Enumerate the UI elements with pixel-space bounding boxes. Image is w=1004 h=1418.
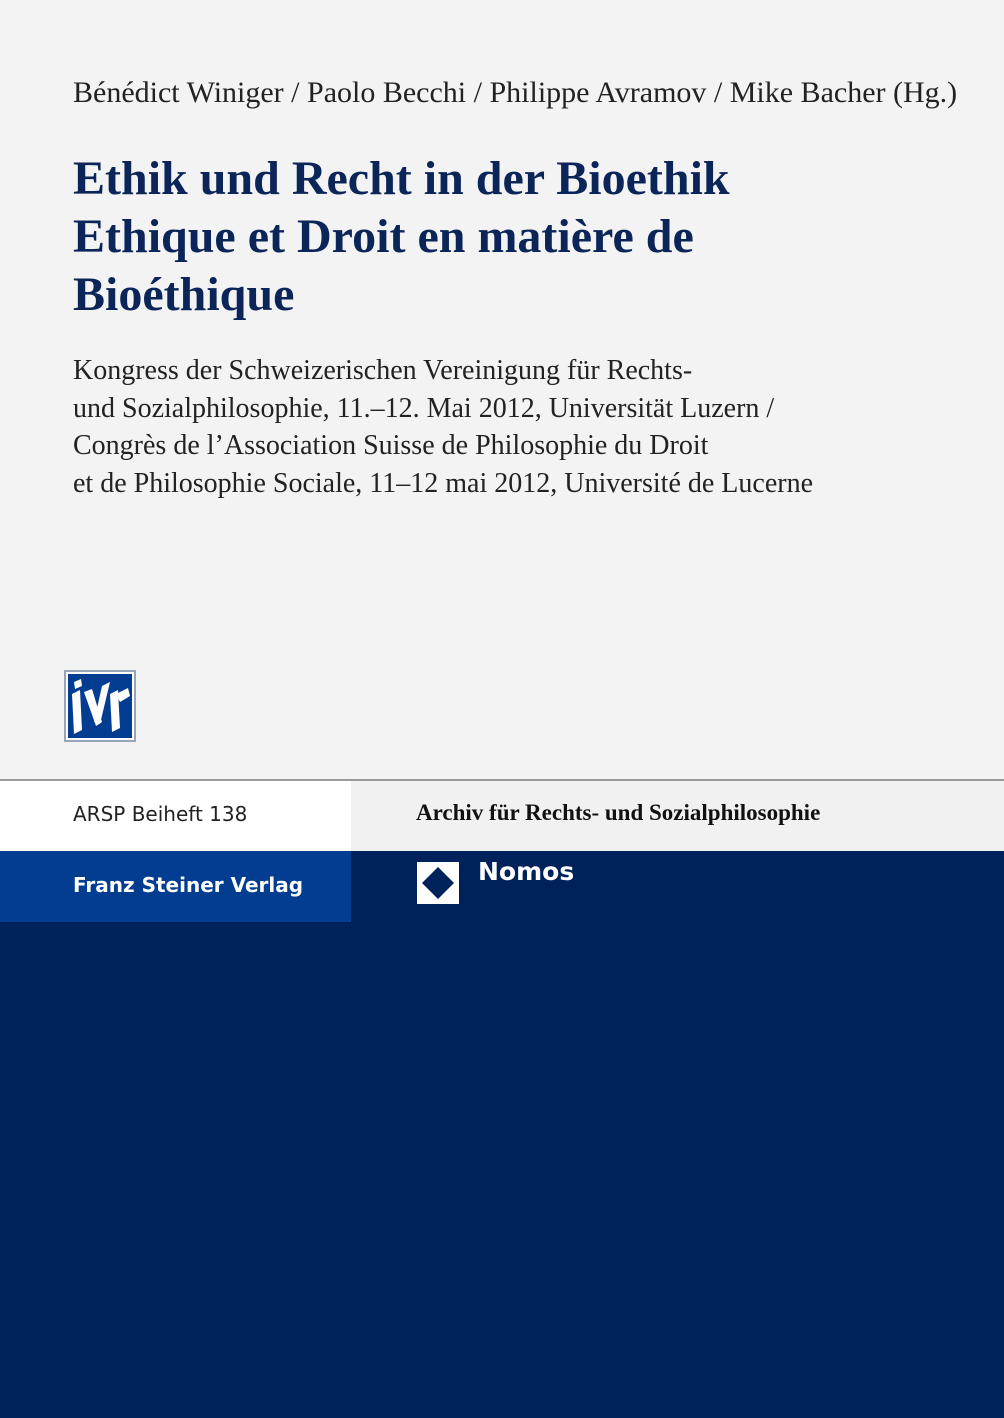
title-line-2: Ethique et Droit en matière de <box>73 210 694 263</box>
subtitle-line-1: Kongress der Schweizerischen Vereinigung für Rechts- <box>73 355 693 386</box>
ivr-logo-icon <box>66 672 134 740</box>
subtitle-line-3: Congrès de l’Association Suisse de Philosophie du Droit <box>73 430 709 461</box>
publisher-nomos: Nomos <box>478 857 575 886</box>
subtitle-line-4: et de Philosophie Sociale, 11–12 mai 2012, Université de Lucerne <box>73 467 814 499</box>
series-name: Archiv für Rechts- und Sozialphilosophie <box>416 800 821 825</box>
nomos-diamond-icon <box>417 862 459 904</box>
series-number: ARSP Beiheft 138 <box>73 802 248 826</box>
subtitle-line-2: und Sozialphilosophie, 11.–12. Mai 2012, Universität Luzern / <box>73 392 775 424</box>
book-title <box>73 150 730 324</box>
editors-line: Bénédict Winiger / Paolo Becchi / Philippe Avramov / Mike Bacher (Hg.) <box>73 76 958 109</box>
series-name-panel <box>351 781 1004 851</box>
series-number-panel <box>0 781 351 851</box>
publisher-panel <box>0 851 351 922</box>
title-line-1: Ethik und Recht in der Bioethik <box>73 152 730 205</box>
title-line-3: Bioéthique <box>73 268 295 321</box>
ivr-logo <box>64 670 136 742</box>
book-subtitle <box>73 352 813 502</box>
publisher-steiner: Franz Steiner Verlag <box>73 873 304 897</box>
